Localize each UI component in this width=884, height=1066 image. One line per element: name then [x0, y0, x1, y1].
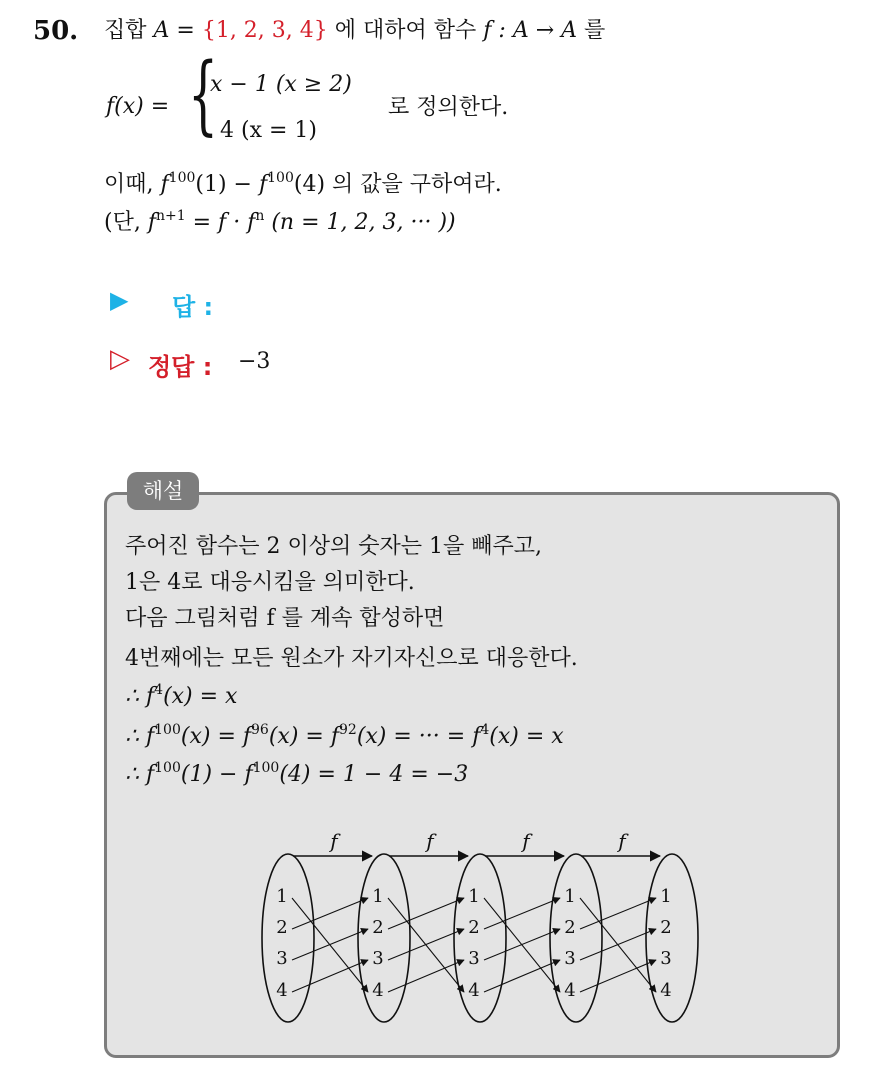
- mapping-arrow: [484, 929, 560, 960]
- set-element-label: 2: [372, 917, 384, 938]
- mapping-arrow: [388, 929, 464, 960]
- set-element-label: 1: [564, 886, 576, 907]
- mapping-diagram: [250, 820, 710, 1030]
- mapping-arrow: [292, 929, 368, 960]
- arrow-label-f: f: [426, 829, 434, 853]
- set-element-label: 3: [468, 948, 480, 969]
- solution-eq-3: ∴ $f^{100}(1) - f^{100}(4) = 1 - 4 = -3$: [125, 760, 469, 787]
- set-element-label: 1: [468, 886, 480, 907]
- piecewise-brace: {: [188, 45, 219, 145]
- mapping-arrow: [388, 898, 464, 929]
- mapping-arrow: [292, 960, 368, 992]
- answer-marker-icon: ▶: [110, 286, 129, 314]
- set-ellipse: [262, 854, 314, 1022]
- problem-line-3: 이때, $f^{100}(1) - f^{100}(4)$ 의 값을 구하여라.: [104, 170, 502, 197]
- definition-tail: 로 정의한다.: [388, 95, 509, 120]
- set-element-label: 4: [276, 980, 288, 1001]
- mapping-arrow: [388, 960, 464, 992]
- set-ellipse: [646, 854, 698, 1022]
- mapping-arrow: [484, 960, 560, 992]
- arrow-label-f: f: [522, 829, 530, 853]
- set-element-label: 2: [660, 917, 672, 938]
- set-element-label: 4: [564, 980, 576, 1001]
- set-element-label: 1: [276, 886, 288, 907]
- problem-number: 50.: [33, 16, 79, 46]
- set-element-label: 1: [660, 886, 672, 907]
- function-lhs: f(x) =: [106, 94, 170, 119]
- solution-eq-1: ∴ $f^4(x) = x$: [125, 682, 238, 709]
- set-element-label: 2: [468, 917, 480, 938]
- problem-line-4: (단, $f^{n+1} = f \cdot f^n$ (n = 1, 2, 3, ··· )): [104, 208, 456, 235]
- correct-value: −3: [238, 349, 271, 374]
- mapping-arrow: [292, 898, 368, 929]
- set-ellipse: [358, 854, 410, 1022]
- set-literal: {1, 2, 3, 4}: [201, 18, 328, 43]
- piecewise-case-2: 4 (x = 1): [220, 118, 317, 143]
- solution-line-1: 주어진 함수는 2 이상의 숫자는 1을 빼주고,: [125, 534, 542, 559]
- set-element-label: 3: [564, 948, 576, 969]
- arrow-label-f: f: [330, 829, 338, 853]
- set-ellipse: [454, 854, 506, 1022]
- set-element-label: 4: [468, 980, 480, 1001]
- solution-line-4: 4번째에는 모든 원소가 자기자신으로 대응한다.: [125, 646, 578, 671]
- set-ellipse: [550, 854, 602, 1022]
- solution-line-3: 다음 그림처럼 f 를 계속 합성하면: [125, 606, 445, 631]
- mapping-arrow: [580, 898, 656, 929]
- set-element-label: 2: [276, 917, 288, 938]
- solution-eq-2: ∴ $f^{100}(x) = f^{96}(x) = f^{92}(x)$ = ··· = $f^4(x) = x$: [125, 722, 564, 749]
- problem-line-1: 집합 A = {1, 2, 3, 4} 에 대하여 함수 f : A → A 를: [104, 18, 606, 43]
- set-element-label: 3: [660, 948, 672, 969]
- solution-tag: 해설: [127, 472, 199, 510]
- set-element-label: 3: [276, 948, 288, 969]
- correct-label: 정답 :: [148, 353, 213, 381]
- set-element-label: 4: [660, 980, 672, 1001]
- set-element-label: 2: [564, 917, 576, 938]
- arrow-label-f: f: [618, 829, 626, 853]
- solution-line-2: 1은 4로 대응시킴을 의미한다.: [125, 570, 415, 595]
- set-element-label: 3: [372, 948, 384, 969]
- answer-label: 답 :: [172, 293, 214, 321]
- mapping-arrow: [580, 929, 656, 960]
- mapping-arrow: [484, 898, 560, 929]
- mapping-arrow: [580, 960, 656, 992]
- set-element-label: 4: [372, 980, 384, 1001]
- correct-marker-icon: ▷: [110, 344, 130, 374]
- set-element-label: 1: [372, 886, 384, 907]
- piecewise-case-1: x − 1 (x ≥ 2): [210, 72, 352, 97]
